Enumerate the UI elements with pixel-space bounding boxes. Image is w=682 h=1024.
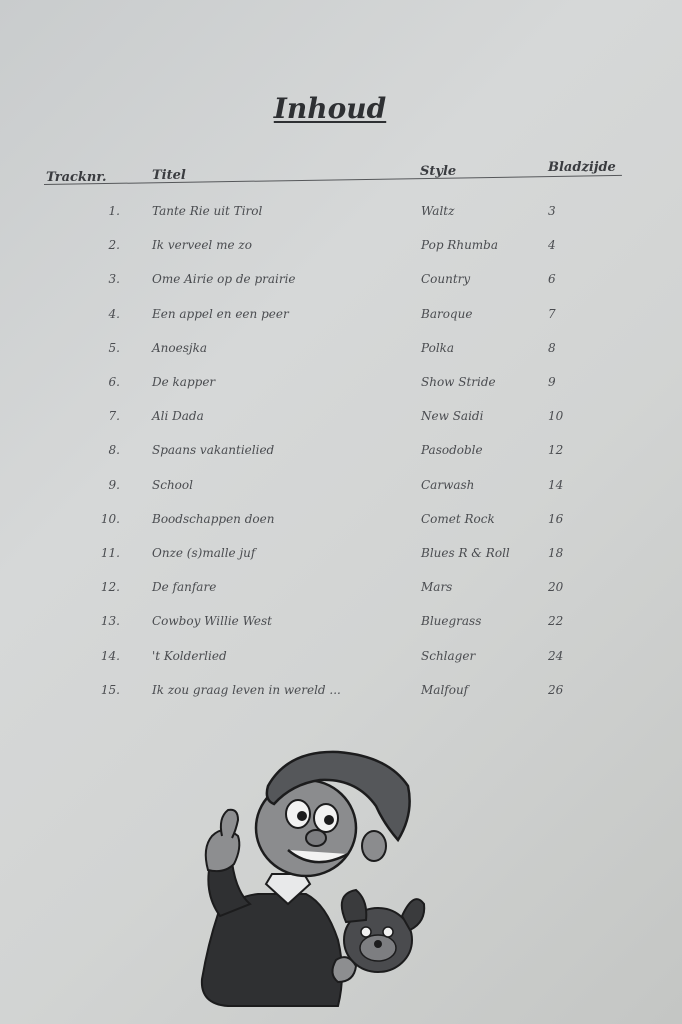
track-number: 4. (108, 306, 120, 321)
song-title: Ik verveel me zo (152, 238, 252, 253)
header-title: Titel (152, 168, 186, 183)
table-row (0, 409, 682, 431)
track-number: 9. (108, 477, 120, 492)
song-title: Ome Airie op de prairie (152, 272, 296, 287)
page-number: 7 (548, 306, 556, 321)
song-style: Schlager (421, 648, 476, 663)
cartoon-boy-illustration (188, 744, 438, 1012)
song-title: Onze (s)malle juf (152, 546, 256, 560)
song-style: Waltz (421, 204, 455, 218)
table-row (0, 546, 682, 568)
song-style: Country (421, 272, 471, 287)
table-row (0, 443, 682, 465)
song-style: Pop Rhumba (421, 238, 499, 253)
track-number: 13. (100, 614, 120, 629)
table-row (0, 683, 682, 705)
page-title: Inhoud (273, 92, 387, 125)
table-row (0, 375, 682, 397)
table-row (0, 204, 682, 226)
song-title: School (152, 477, 193, 492)
page-number: 8 (548, 340, 556, 355)
song-style: Carwash (421, 477, 475, 492)
table-header (44, 162, 624, 188)
page-number: 4 (548, 238, 556, 253)
track-number: 10. (100, 511, 120, 526)
page-number: 6 (548, 272, 556, 287)
table-row (0, 580, 682, 602)
header-track-number: Tracknr. (46, 170, 107, 185)
page-number: 9 (548, 375, 556, 389)
page-number: 24 (548, 648, 564, 663)
page-number: 22 (548, 614, 564, 629)
page-number: 10 (548, 409, 564, 424)
track-number: 11. (100, 546, 120, 560)
track-number: 6. (108, 375, 120, 389)
song-title: Ali Dada (152, 409, 204, 424)
page-number: 26 (548, 682, 564, 697)
page-number: 16 (548, 511, 564, 526)
song-style: Mars (421, 580, 453, 595)
table-row (0, 307, 682, 329)
track-number: 12. (100, 580, 120, 595)
track-number: 7. (108, 409, 120, 424)
page-number: 20 (548, 580, 564, 595)
table-row (0, 512, 682, 534)
song-style: Show Stride (421, 375, 496, 389)
track-number: 2. (108, 238, 120, 253)
track-number: 5. (108, 340, 120, 355)
song-title: 't Kolderlied (152, 648, 227, 663)
table-row (0, 272, 682, 294)
song-title: Ik zou graag leven in wereld ... (152, 682, 341, 697)
table-row (0, 341, 682, 363)
song-style: Comet Rock (421, 511, 495, 526)
song-style: Blues R & Roll (421, 546, 510, 560)
table-row (0, 649, 682, 671)
song-title: De fanfare (152, 580, 217, 595)
song-style: Malfouf (421, 682, 469, 697)
song-style: Pasodoble (421, 443, 483, 458)
song-style: Baroque (421, 306, 473, 321)
song-title: Anoesjka (152, 340, 208, 355)
song-title: De kapper (152, 375, 216, 389)
song-style: Bluegrass (421, 614, 482, 629)
song-title: Spaans vakantielied (152, 443, 275, 458)
header-style: Style (420, 164, 457, 179)
song-title: Tante Rie uit Tirol (152, 204, 263, 218)
song-title: Boodschappen doen (152, 511, 275, 526)
track-number: 1. (108, 204, 120, 218)
page-number: 12 (548, 443, 564, 458)
track-number: 15. (100, 682, 120, 697)
song-style: New Saidi (421, 409, 484, 424)
page-number: 3 (548, 204, 556, 218)
page-number: 14 (548, 477, 564, 492)
page-number: 18 (548, 546, 564, 560)
track-number: 3. (108, 272, 120, 287)
table-row (0, 614, 682, 636)
song-title: Cowboy Willie West (152, 614, 273, 629)
track-number: 14. (100, 648, 120, 663)
song-style: Polka (421, 340, 455, 355)
song-title: Een appel en een peer (152, 306, 289, 321)
track-number: 8. (108, 443, 120, 458)
table-row (0, 478, 682, 500)
table-row (0, 238, 682, 260)
header-page: Bladzijde (548, 160, 616, 175)
